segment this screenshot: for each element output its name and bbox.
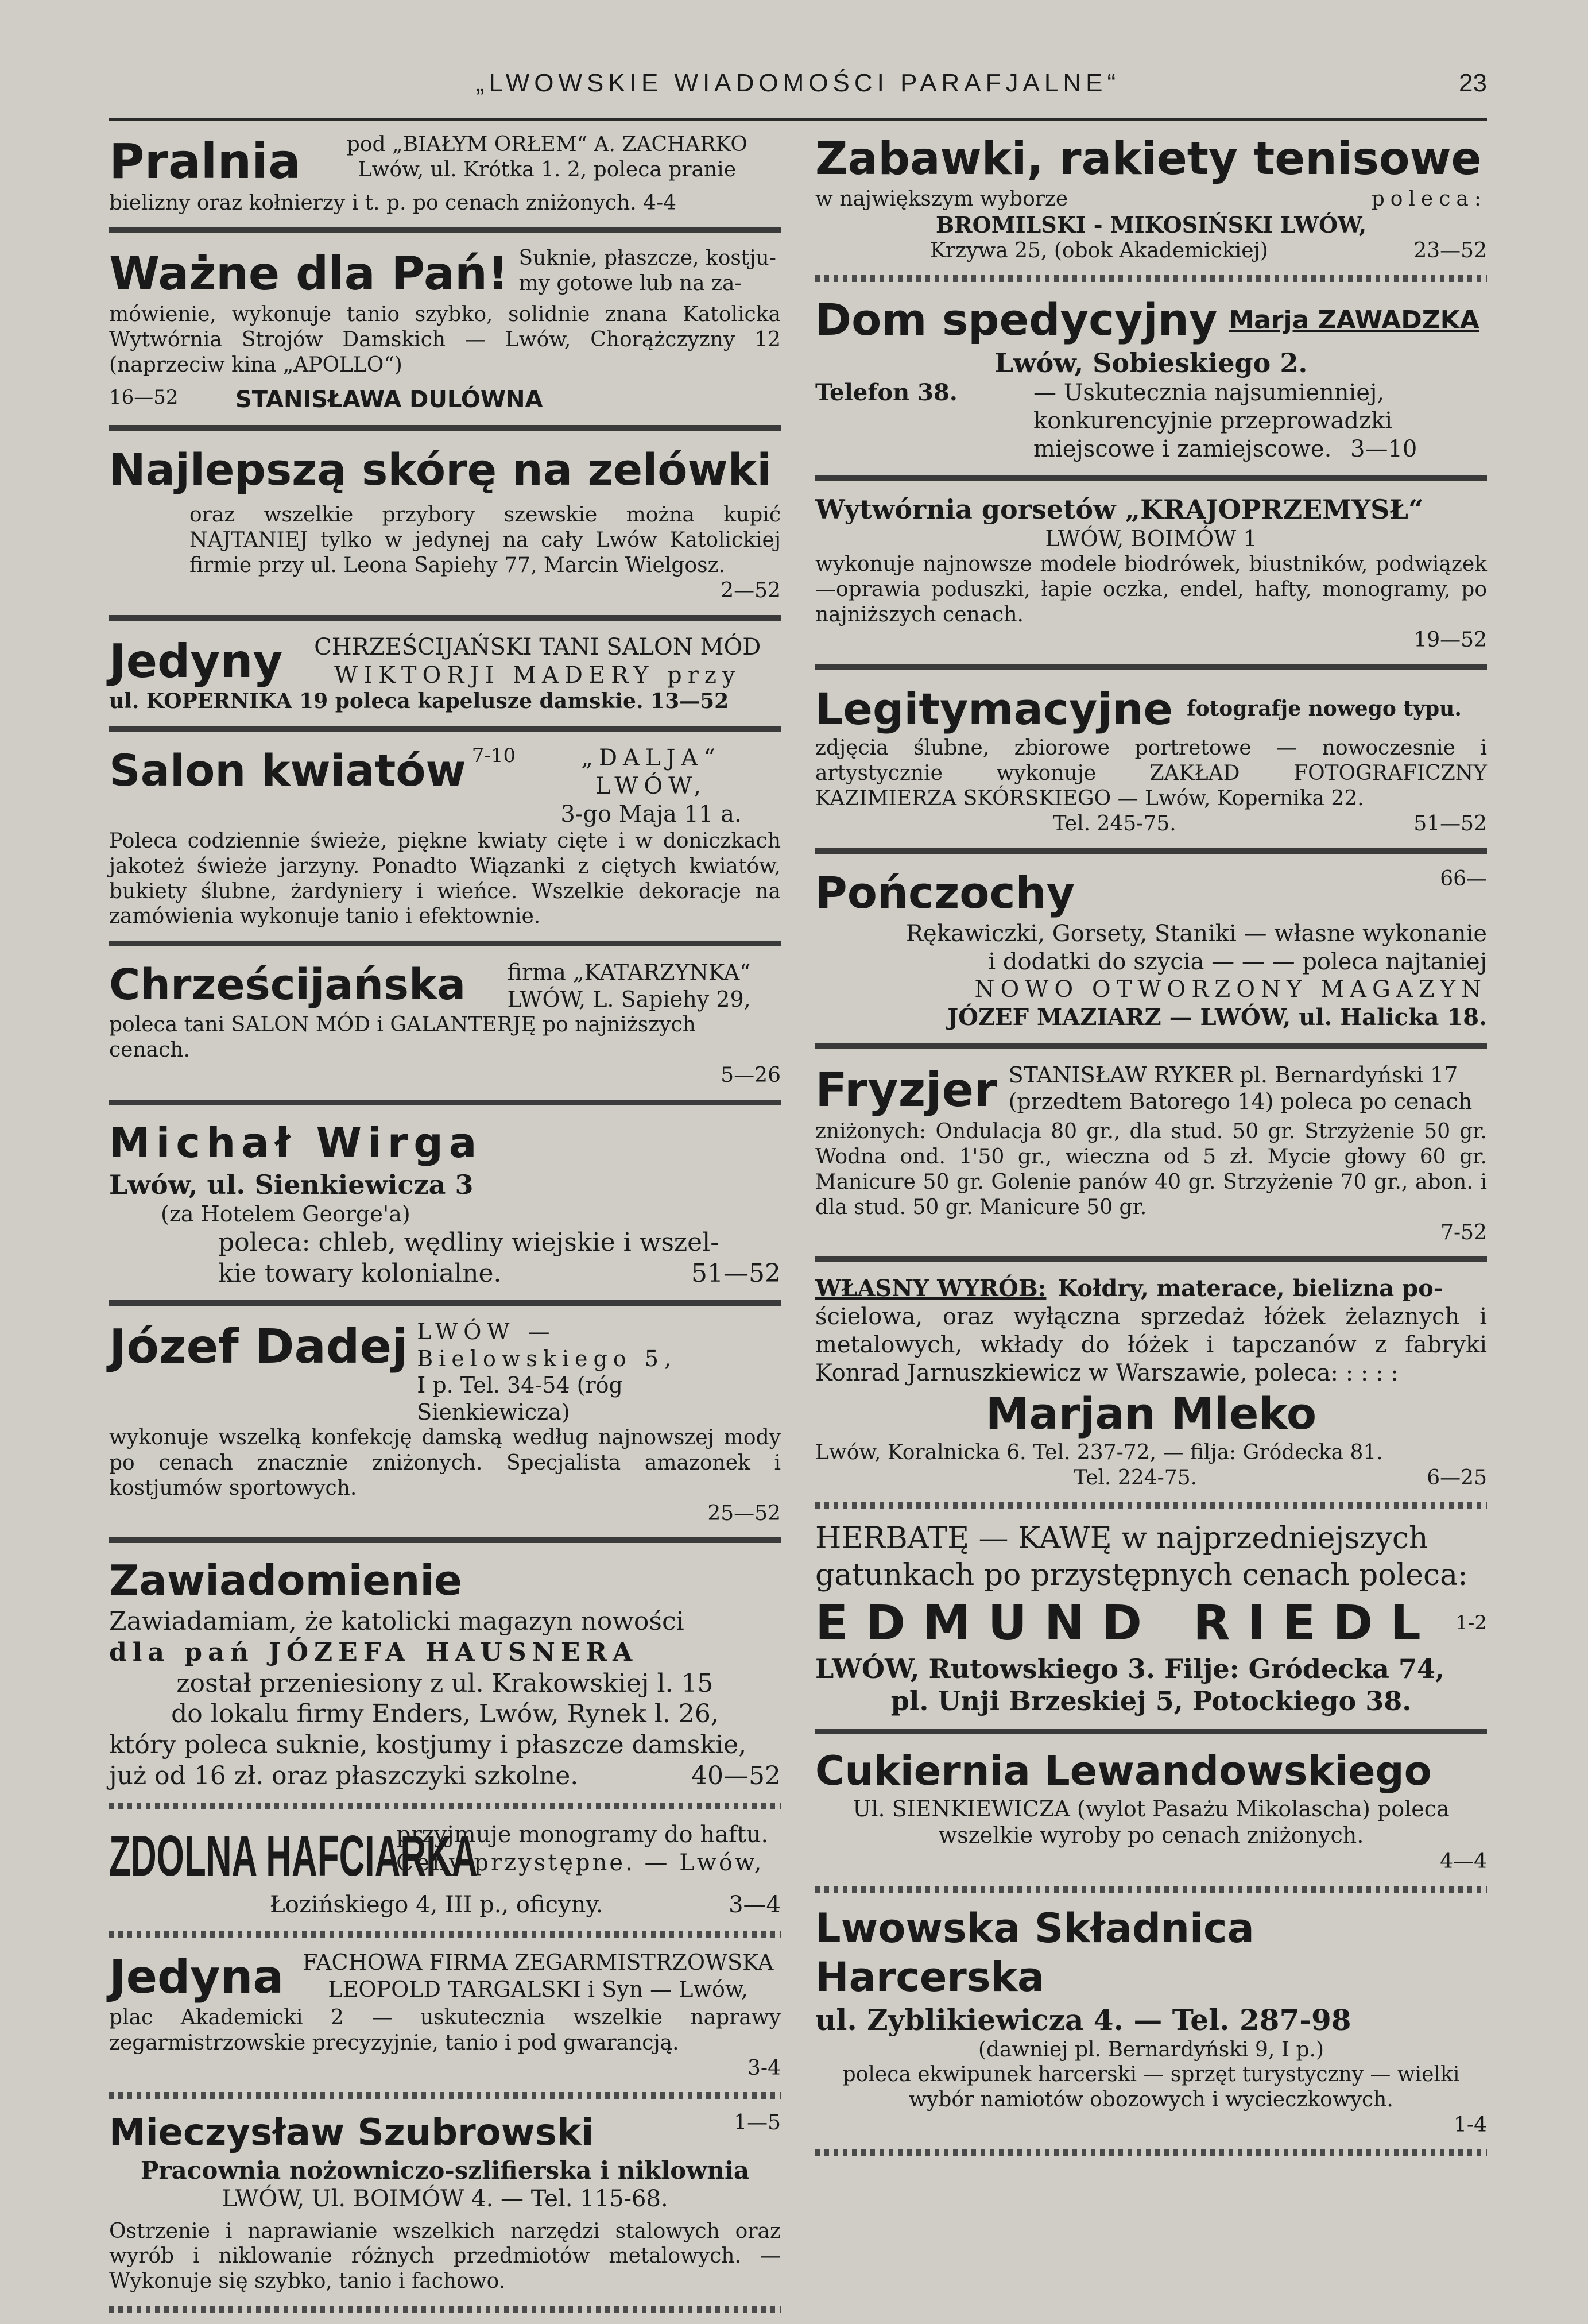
ad-tel: Tel. 245-75. [1052, 812, 1176, 836]
ad-side: 7-10 [471, 744, 516, 768]
ad-line: I p. Tel. 34-54 (róg Sienkiewicza) [417, 1372, 623, 1425]
separator [109, 1100, 781, 1105]
ad-body: Poleca codziennie świeże, piękne kwiaty cięte i w doniczkach jakoteż świeże jarzyny. Ponadto Wiązanki z ciętych kwiatów, bukiety ślubne, żardyniery i wieńce. Wszelkie dekoracje na zamówienia wykonuje tanio i efektownie. [109, 829, 781, 929]
ad-line: my gotowe lub na za- [518, 272, 742, 296]
ad-code: 3—4 [729, 1892, 781, 1919]
ad-note: (za Hotelem George'a) [161, 1201, 410, 1227]
ad-salon [109, 744, 781, 929]
ad-wazne [109, 246, 781, 413]
dotted-separator [815, 1886, 1487, 1893]
ad-code: 4—4 [1440, 1849, 1487, 1873]
ad-body: poleca ekwipunek harcerski — sprzęt turystyczny — wielki wybór namiotów obozowych i wycieczkowych. [842, 2063, 1460, 2112]
ad-code: 3-4 [747, 2056, 781, 2080]
ad-line: poleca: [1371, 187, 1487, 211]
ad-line: ul. KOPERNIKA 19 poleca kapelusze damskie. 13—52 [109, 689, 729, 714]
ad-body: zdjęcia ślubne, zbiorowe portretowe — nowoczesnie i artystycznie wykonuje ZAKŁAD FOTOGRAFICZNY KAZIMIERZA SKÓRSKIEGO — Lwów, Kopernika 22. [815, 736, 1487, 811]
ad-line: LWÓW, Rutowskiego 3. Filje: Gródecka 74, [815, 1653, 1444, 1684]
ad-line: Pracownia nożowniczo-szlifierska i niklownia [140, 2156, 750, 2184]
ad-code: 23—52 [1413, 239, 1487, 263]
ad-code: 3—10 [1350, 435, 1417, 462]
ad-zegar [109, 1949, 781, 2081]
page-number: 23 [1459, 69, 1487, 97]
journal-title: „LWOWSKIE WIADOMOŚCI PARAFJALNE“ [475, 69, 1121, 97]
ad-line: CHRZEŚCIJAŃSKI TANI SALON MÓD [314, 633, 761, 660]
ad-title: Cukiernia Lewandowskiego [815, 1747, 1432, 1795]
dotted-separator [109, 1803, 781, 1809]
ad-name: Marjan Mleko [985, 1387, 1317, 1439]
ad-line: pod „BIAŁYM ORŁEM“ A. ZACHARKO [346, 133, 747, 156]
ad-title: Legitymacyjne [815, 683, 1173, 734]
ad-gorsety [815, 493, 1487, 653]
ad-code: 25—52 [707, 1501, 781, 1525]
ad-title: Chrześcijańska [109, 960, 466, 1010]
ad-addr: LWÓW, BOIMÓW 1 [1045, 525, 1257, 551]
ad-skore [109, 443, 781, 603]
dotted-separator [815, 1502, 1487, 1509]
ad-line: kie towary kolonialne. [218, 1258, 502, 1288]
ad-cukiernia [815, 1747, 1487, 1874]
ad-title: ZDOLNA HAFCIARKA [109, 1824, 478, 1889]
ad-spedycja [815, 293, 1487, 463]
ad-line: który poleca suknie, kostjumy i płaszcze damskie, [109, 1730, 747, 1760]
ad-fryzjer [815, 1062, 1487, 1246]
ad-line: Rękawiczki, Gorsety, Staniki — własne wykonanie [905, 920, 1487, 947]
ad-line: JÓZEF MAZIARZ — LWÓW, ul. Halicka 18. [947, 1004, 1487, 1031]
ad-code: 2—52 [721, 578, 781, 602]
ad-line: gatunkach po przystępnych cenach poleca: [815, 1557, 1468, 1592]
ad-line: firma „KATARZYNKA“ [507, 960, 751, 985]
ad-herbata [815, 1521, 1487, 1717]
dotted-separator [109, 1931, 781, 1938]
separator [109, 615, 781, 621]
left-column [109, 132, 781, 2324]
ad-line: BROMILSKI - MIKOSIŃSKI LWÓW, [935, 212, 1367, 238]
ad-line: LWÓW, L. Sapiehy 29, [507, 986, 751, 1012]
ad-line: już od 16 zł. oraz płaszczyki szkolne. [109, 1761, 579, 1791]
ad-title: Mieczysław Szubrowski [109, 2112, 594, 2155]
ad-code: 51—52 [691, 1258, 781, 1288]
ad-title: Pralnia [109, 133, 301, 190]
ad-code: 1—5 [734, 2111, 781, 2135]
ad-tel: Telefon 38. [815, 379, 958, 407]
ad-line: 3-go Maja 11 a. [560, 801, 742, 827]
ad-line: WIKTORJI MADERY przy [334, 662, 741, 689]
ad-body: Ostrzenie i naprawianie wszelkich narzędzi stalowych oraz wyrób i niklowanie różnych przedmiotów metalowych. — Wykonuje się szybko, tanio i fachowo. [109, 2219, 781, 2294]
ad-mleko [815, 1275, 1487, 1491]
ad-line: Łozińskiego 4, III p., oficyny. [270, 1892, 603, 1919]
ad-line: LWÓW, Ul. BOIMÓW 4. — Tel. 115-68. [222, 2185, 668, 2212]
separator [815, 1256, 1487, 1262]
ad-body: poleca tani SALON MÓD i GALANTERJĘ po najniższych cenach. [109, 1013, 696, 1062]
ad-line: został przeniesiony z ul. Krakowskiej l. 15 [176, 1668, 714, 1698]
ad-dadej [109, 1318, 781, 1526]
ad-line: do lokalu firmy Enders, Lwów, Rynek l. 26, [171, 1699, 719, 1729]
ad-title: Ważne dla Pań! [109, 247, 509, 301]
ad-title: Fryzjer [815, 1062, 997, 1117]
ad-note: (dawniej pl. Bernardyński 9, I p.) [978, 2037, 1324, 2062]
ad-line: poleca: chleb, wędliny wiejskie i wszel- [218, 1228, 719, 1258]
ad-addr: Lwów, Koralnicka 6. Tel. 237-72, — filja: Gródecka 81. [815, 1441, 1383, 1465]
separator [109, 941, 781, 946]
ad-line: i dodatki do szycia — — — poleca najtaniej [988, 948, 1487, 975]
ad-body: Ul. SIENKIEWICZA (wylot Pasażu Mikolascha) poleca wszelkie wyroby po cenach zniżonych. [853, 1796, 1450, 1849]
ad-title: Zabawki, rakiety tenisowe [815, 133, 1482, 185]
ad-side: fotografje nowego typu. [1187, 697, 1462, 721]
ad-side: 1-2 [1455, 1611, 1487, 1634]
ad-line: (przedtem Batorego 14) poleca po cenach [1008, 1089, 1473, 1115]
ad-code: 16—52 [109, 385, 179, 409]
ad-code: 1-4 [1454, 2113, 1487, 2137]
ad-zawiad [109, 1556, 781, 1791]
ad-title: Lwowska Składnica Harcerska [815, 1904, 1254, 2001]
ad-title: Zawiadomienie [109, 1556, 462, 1605]
separator [109, 1537, 781, 1543]
ad-addr: Lwów, Sobieskiego 2. [994, 347, 1308, 379]
ad-title: Wytwórnia gorsetów „KRAJOPRZEMYSŁ“ [815, 493, 1424, 525]
page-header [109, 69, 1487, 109]
ad-title: Jedyny [109, 634, 283, 688]
ad-tel: Tel. 224-75. [1074, 1466, 1198, 1490]
separator [815, 1729, 1487, 1734]
ad-line: bielizny oraz kołnierzy i t. p. po cenach zniżonych. 4-4 [109, 191, 677, 215]
separator [815, 1043, 1487, 1049]
ad-line: Suknie, płaszcze, kostju- [518, 246, 776, 270]
separator [109, 726, 781, 732]
ad-szubrowski [109, 2110, 781, 2294]
separator [815, 664, 1487, 670]
separator [109, 425, 781, 431]
ad-body: plac Akademicki 2 — uskutecznia wszelkie naprawy zegarmistrzowskie precyzyjnie, tanio i pod gwarancją. [109, 2005, 781, 2055]
ad-code: 7-52 [1440, 1220, 1487, 1244]
ad-line: WŁASNY WYRÓB: [815, 1275, 1047, 1302]
ad-line: STANISŁAW RYKER pl. Bernardyński 17 [1008, 1062, 1458, 1088]
ad-addr: ul. Zyblikiewicza 4. — Tel. 287-98 [815, 2002, 1351, 2037]
dotted-separator [109, 2306, 781, 2313]
separator [815, 848, 1487, 854]
ad-zabawki [815, 132, 1487, 264]
ad-title: Najlepszą skórę na zelówki [109, 444, 772, 496]
ad-line: Ceny przystępne. — Lwów, [396, 1850, 764, 1877]
ad-name: Marja ZAWADZKA [1229, 305, 1479, 335]
ad-line: przyjmuje monogramy do haftu. [396, 1822, 769, 1849]
ad-body: wykonuje wszelką konfekcję damską według najnowszej mody po cenach znacznie zniżonych. Specjalista amazonek i kostjumów sportowych. [109, 1425, 781, 1500]
ad-name: STANISŁAWA DULÓWNA [235, 386, 543, 413]
ad-legitymacyjne [815, 683, 1487, 837]
ad-title: Michał Wirga [109, 1118, 483, 1167]
ad-code: 5—26 [721, 1063, 781, 1087]
ad-line: dla pań JÓZEFA HAUSNERA [109, 1637, 638, 1667]
ad-line: „DALJA“ LWÓW, [581, 745, 721, 800]
ad-name: EDMUND RIEDL [815, 1595, 1438, 1652]
ad-code: 40—52 [691, 1761, 781, 1791]
ad-line: HERBATĘ — KAWĘ w najprzedniejszych [815, 1521, 1428, 1556]
ad-line: LEOPOLD TARGALSKI i Syn — Lwów, [328, 1976, 748, 2002]
ad-ponczochy [815, 867, 1487, 1032]
ad-line: Krzywa 25, (obok Akademickiej) [930, 239, 1268, 263]
ad-wirga [109, 1118, 781, 1289]
ad-title: Jedyna [109, 1950, 284, 2004]
ad-chrzesc [109, 959, 781, 1088]
ad-line: FACHOWA FIRMA ZEGARMISTRZOWSKA [302, 1950, 774, 1975]
separator [109, 1300, 781, 1306]
separator [109, 227, 781, 233]
ad-pralnia [109, 132, 781, 216]
ad-code: 66— [1440, 867, 1487, 891]
ad-body: wykonuje najnowsze modele biodrówek, biustników, podwiązek—oprawia poduszki, łapie oczka, endel, hafty, monogramy, po najniższych cenach. [815, 552, 1487, 627]
ad-line: Zawiadamiam, że katolicki magazyn nowości [109, 1607, 684, 1637]
ad-line: NOWO OTWORZONY MAGAZYN [974, 976, 1487, 1003]
ad-body: mówienie, wykonuje tanio szybko, solidnie znana Katolicka Wytwórnia Strojów Damskich — Lwów, Chorążczyzny 12 (naprzeciw kina „APOLLO“) [109, 302, 781, 377]
ad-line: w największym wyborze [815, 187, 1068, 211]
ad-code: 6—25 [1427, 1466, 1487, 1490]
ad-code: 51—52 [1413, 812, 1487, 836]
ad-title: Pończochy [815, 867, 1075, 918]
ad-line: LWÓW — Bielowskiego 5, [417, 1319, 677, 1371]
ad-title: Salon kwiatów [109, 745, 466, 796]
ad-body: ścielowa, oraz wyłączna sprzedaż łóżek żelaznych i metalowych, wkłady do łóżek i tapczanów z fabryki Konrad Jarnuszkiewicz w Warszawie, poleca: : : : : [815, 1304, 1487, 1386]
ad-body: zniżonych: Ondulacja 80 gr., dla stud. 50 gr. Strzyżenie 50 gr. Wodna ond. 1'50 gr., wieczna od 5 zł. Mycie głowy 60 gr. Manicure 50 gr. Golenie panów 40 gr. Strzyżenie 70 gr., abon. i dla stud. 50 gr. Manicure 50 gr. [815, 1119, 1487, 1219]
ad-line: Lwów, ul. Krótka 1. 2, poleca pranie [358, 157, 737, 181]
ad-line: Kołdry, materace, bielizna po- [1058, 1275, 1443, 1302]
ad-code: 19—52 [1413, 628, 1487, 652]
separator [815, 475, 1487, 481]
ad-jedyny [109, 633, 781, 715]
ad-hafciarka [109, 1821, 781, 1919]
dotted-separator [109, 2092, 781, 2099]
ad-title: Józef Dadej [109, 1320, 408, 1375]
ad-body: — Uskutecznia najsumienniej, konkurencyjnie przeprowadzki miejscowe i zamiejscowe. [1033, 380, 1393, 462]
right-column [815, 132, 1487, 2168]
ad-title: Dom spedycyjny [815, 294, 1218, 346]
ad-line: pl. Unji Brzeskiej 5, Potockiego 38. [890, 1685, 1412, 1716]
ad-addr: Lwów, ul. Sienkiewicza 3 [109, 1169, 474, 1200]
header-rule [109, 118, 1487, 121]
dotted-separator [815, 275, 1487, 282]
ad-harcerska [815, 1904, 1487, 2138]
ad-body: oraz wszelkie przybory szewskie można kupić NAJTANIEJ tylko w jedynej na cały Lwów Katolickiej firmie przy ul. Leona Sapiehy 77, Marcin Wielgosz. [189, 503, 781, 578]
dotted-separator [815, 2149, 1487, 2156]
